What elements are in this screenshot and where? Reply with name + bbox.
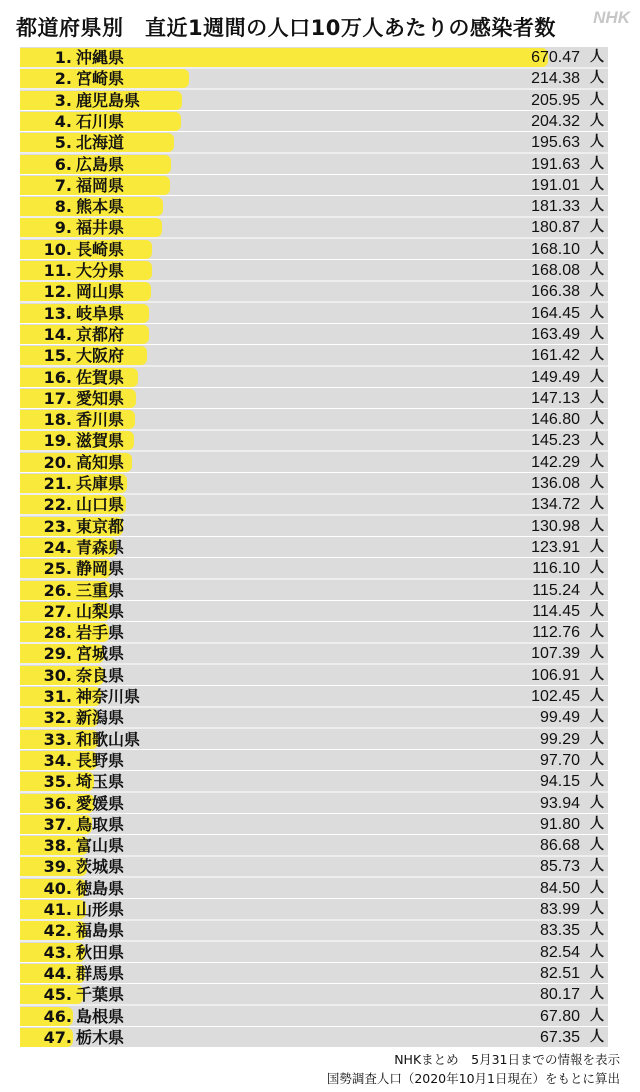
unit-label: 人 xyxy=(590,709,604,726)
rank-label: 26. xyxy=(43,580,72,600)
prefecture-label: 秋田県 xyxy=(76,942,125,962)
chart-row xyxy=(20,899,608,919)
unit-label: 人 xyxy=(590,602,604,619)
value-label: 181.33 xyxy=(531,198,580,216)
value-label: 163.49 xyxy=(531,325,580,343)
prefecture-label: 大分県 xyxy=(76,261,125,280)
rank-label: 40. xyxy=(43,878,72,898)
rank-label: 3. xyxy=(54,90,72,110)
unit-label: 人 xyxy=(590,560,604,577)
unit-label: 人 xyxy=(590,283,604,300)
rank-label: 33. xyxy=(43,729,72,749)
rank-label: 4. xyxy=(54,111,72,131)
rank-label: 31. xyxy=(43,687,72,706)
rank-label: 39. xyxy=(43,857,72,877)
chart-row xyxy=(20,409,608,429)
rank-label: 12. xyxy=(43,282,72,302)
rank-label: 1. xyxy=(54,48,72,67)
prefecture-label: 福岡県 xyxy=(76,175,125,195)
value-label: 161.42 xyxy=(531,347,580,365)
unit-label: 人 xyxy=(590,688,604,704)
prefecture-label: 群馬県 xyxy=(76,963,125,983)
value-label: 130.98 xyxy=(531,517,580,535)
value-label: 84.50 xyxy=(539,879,580,897)
prefecture-label: 東京都 xyxy=(76,516,125,536)
value-label: 191.01 xyxy=(531,176,580,194)
ranking-chart xyxy=(20,47,608,1048)
unit-label: 人 xyxy=(590,517,604,534)
prefecture-label: 新潟県 xyxy=(76,708,125,728)
chart-row xyxy=(20,154,608,174)
prefecture-label: 徳島県 xyxy=(76,878,125,898)
chart-row xyxy=(20,452,608,472)
chart-row xyxy=(20,303,608,323)
chart-row xyxy=(20,622,608,642)
prefecture-label: 静岡県 xyxy=(76,559,125,579)
prefecture-label: 宮城県 xyxy=(76,644,125,664)
value-label: 82.51 xyxy=(539,964,580,982)
rank-label: 43. xyxy=(43,942,72,962)
chart-row xyxy=(20,814,608,834)
footer-source: NHKまとめ 5月31日までの情報を表示 xyxy=(394,1052,620,1067)
rank-label: 23. xyxy=(43,516,72,536)
rank-label: 24. xyxy=(43,537,72,557)
unit-label: 人 xyxy=(590,901,604,917)
unit-label: 人 xyxy=(590,70,604,87)
rank-label: 16. xyxy=(43,367,72,387)
chart-row xyxy=(20,558,608,578)
unit-label: 人 xyxy=(590,347,604,364)
chart-row xyxy=(20,665,608,685)
chart-row xyxy=(20,878,608,898)
chart-row xyxy=(20,750,608,770)
prefecture-label: 石川県 xyxy=(76,111,125,131)
nhk-logo: NHK xyxy=(593,8,630,27)
rank-label: 38. xyxy=(43,836,72,856)
rank-label: 37. xyxy=(43,814,72,834)
unit-label: 人 xyxy=(590,837,604,854)
rank-label: 34. xyxy=(43,750,72,770)
rank-label: 11. xyxy=(43,261,72,280)
value-label: 107.39 xyxy=(531,645,580,663)
rank-label: 2. xyxy=(54,69,72,89)
prefecture-label: 香川県 xyxy=(76,410,125,430)
value-label: 195.63 xyxy=(531,134,580,152)
value-label: 83.99 xyxy=(539,901,580,918)
unit-label: 人 xyxy=(590,751,604,768)
unit-label: 人 xyxy=(590,49,604,65)
prefecture-label: 宮崎県 xyxy=(76,69,125,89)
rank-label: 10. xyxy=(43,239,72,259)
prefecture-label: 北海道 xyxy=(76,133,125,153)
rank-label: 15. xyxy=(43,346,72,366)
rank-label: 29. xyxy=(43,644,72,664)
unit-label: 人 xyxy=(590,645,604,662)
prefecture-label: 大阪府 xyxy=(76,346,125,366)
unit-label: 人 xyxy=(590,773,604,790)
value-label: 123.91 xyxy=(531,538,580,556)
chart-row xyxy=(20,920,608,940)
prefecture-label: 鹿児島県 xyxy=(76,90,141,110)
chart-row xyxy=(20,516,608,536)
rank-label: 44. xyxy=(43,963,72,983)
rank-label: 47. xyxy=(43,1027,72,1047)
unit-label: 人 xyxy=(590,986,604,1003)
chart-row xyxy=(20,707,608,727)
unit-label: 人 xyxy=(590,666,604,683)
prefecture-label: 長崎県 xyxy=(76,239,125,259)
rank-label: 13. xyxy=(43,303,72,323)
chart-row xyxy=(20,963,608,983)
unit-label: 人 xyxy=(590,432,604,449)
unit-label: 人 xyxy=(590,1007,604,1024)
chart-row xyxy=(20,430,608,450)
unit-label: 人 xyxy=(590,240,604,257)
prefecture-label: 滋賀県 xyxy=(76,431,125,451)
prefecture-label: 長野県 xyxy=(76,750,125,770)
prefecture-label: 福島県 xyxy=(76,921,125,941)
chart-row xyxy=(20,175,608,195)
chart-row xyxy=(20,601,608,621)
chart-row xyxy=(20,835,608,855)
unit-label: 人 xyxy=(590,389,604,406)
prefecture-label: 佐賀県 xyxy=(76,367,125,387)
chart-title: 都道府県別 直近1週間の人口10万人あたりの感染者数 xyxy=(16,16,556,40)
value-label: 80.17 xyxy=(539,986,580,1004)
chart-row xyxy=(20,494,608,514)
rank-label: 27. xyxy=(43,601,72,621)
prefecture-label: 神奈川県 xyxy=(76,687,141,706)
unit-label: 人 xyxy=(590,858,604,875)
unit-label: 人 xyxy=(590,411,604,428)
value-label: 214.38 xyxy=(531,70,580,88)
value-label: 116.10 xyxy=(532,560,580,578)
prefecture-label: 富山県 xyxy=(76,836,125,856)
unit-label: 人 xyxy=(590,325,604,342)
value-label: 168.08 xyxy=(531,262,580,279)
rank-label: 17. xyxy=(43,388,72,408)
rank-label: 18. xyxy=(43,410,72,430)
prefecture-label: 島根県 xyxy=(76,1006,125,1026)
value-label: 112.76 xyxy=(532,624,580,642)
value-label: 94.15 xyxy=(539,773,580,791)
value-label: 91.80 xyxy=(539,815,580,833)
unit-label: 人 xyxy=(590,879,604,896)
prefecture-label: 広島県 xyxy=(76,154,125,174)
value-label: 106.91 xyxy=(531,666,580,684)
prefecture-label: 山口県 xyxy=(76,495,125,515)
value-label: 168.10 xyxy=(531,240,580,258)
chart-row xyxy=(20,345,608,365)
value-label: 149.49 xyxy=(531,368,580,386)
unit-label: 人 xyxy=(590,794,604,811)
footer-note: 国勢調査人口（2020年10月1日現在）をもとに算出 xyxy=(326,1071,620,1086)
chart-row xyxy=(20,111,608,131)
chart-row xyxy=(20,1027,608,1047)
chart-row xyxy=(20,643,608,663)
chart-row xyxy=(20,239,608,259)
value-label: 82.54 xyxy=(539,943,580,961)
prefecture-label: 埼玉県 xyxy=(76,772,125,792)
chart-row xyxy=(20,367,608,387)
unit-label: 人 xyxy=(590,219,604,236)
unit-label: 人 xyxy=(590,176,604,193)
rank-label: 5. xyxy=(54,133,72,153)
chart-row xyxy=(20,984,608,1004)
unit-label: 人 xyxy=(590,730,604,747)
chart-row xyxy=(20,281,608,301)
prefecture-label: 茨城県 xyxy=(76,857,125,877)
value-label: 97.70 xyxy=(539,751,580,769)
prefecture-label: 栃木県 xyxy=(76,1027,125,1047)
chart-row xyxy=(20,47,608,67)
chart-row xyxy=(20,90,608,110)
unit-label: 人 xyxy=(590,134,604,151)
value-label: 204.32 xyxy=(531,112,580,130)
chart-row xyxy=(20,473,608,493)
chart-row xyxy=(20,217,608,237)
rank-label: 6. xyxy=(54,154,72,174)
value-label: 115.24 xyxy=(532,581,580,599)
prefecture-label: 千葉県 xyxy=(76,985,125,1005)
prefecture-label: 岡山県 xyxy=(76,282,125,302)
value-label: 166.38 xyxy=(531,283,580,301)
rank-label: 22. xyxy=(43,495,72,515)
prefecture-label: 和歌山県 xyxy=(76,729,141,749)
unit-label: 人 xyxy=(590,475,604,491)
rank-label: 35. xyxy=(43,772,72,792)
rank-label: 32. xyxy=(43,708,72,728)
unit-label: 人 xyxy=(590,581,604,598)
value-label: 180.87 xyxy=(531,219,580,237)
unit-label: 人 xyxy=(590,624,604,641)
prefecture-label: 兵庫県 xyxy=(76,474,125,493)
chart-row xyxy=(20,260,608,280)
rank-label: 21. xyxy=(43,474,72,493)
prefecture-label: 熊本県 xyxy=(76,197,125,217)
value-label: 99.29 xyxy=(539,730,580,748)
chart-row xyxy=(20,580,608,600)
value-label: 85.73 xyxy=(539,858,580,876)
unit-label: 人 xyxy=(590,112,604,129)
unit-label: 人 xyxy=(590,815,604,832)
rank-label: 9. xyxy=(54,218,72,238)
prefecture-label: 山梨県 xyxy=(76,601,125,621)
chart-row xyxy=(20,388,608,408)
chart-row xyxy=(20,856,608,876)
value-label: 146.80 xyxy=(531,411,580,429)
prefecture-label: 奈良県 xyxy=(76,665,125,685)
rank-label: 19. xyxy=(43,431,72,451)
value-label: 83.35 xyxy=(539,922,580,940)
value-label: 205.95 xyxy=(531,91,580,109)
rank-label: 14. xyxy=(43,324,72,344)
unit-label: 人 xyxy=(590,453,604,470)
prefecture-label: 沖縄県 xyxy=(76,48,125,67)
value-label: 670.47 xyxy=(531,49,580,66)
unit-label: 人 xyxy=(590,943,604,960)
chart-row xyxy=(20,68,608,88)
chart-row xyxy=(20,132,608,152)
unit-label: 人 xyxy=(590,1028,604,1045)
value-label: 145.23 xyxy=(531,432,580,450)
prefecture-label: 山形県 xyxy=(76,900,125,919)
value-label: 67.35 xyxy=(539,1028,580,1046)
rank-label: 30. xyxy=(43,665,72,685)
prefecture-label: 岩手県 xyxy=(76,623,125,643)
unit-label: 人 xyxy=(590,198,604,215)
unit-label: 人 xyxy=(590,155,604,172)
chart-row xyxy=(20,793,608,813)
rank-label: 20. xyxy=(43,452,72,472)
value-label: 134.72 xyxy=(531,496,580,514)
chart-row xyxy=(20,771,608,791)
prefecture-label: 高知県 xyxy=(76,452,125,472)
value-label: 136.08 xyxy=(531,475,580,492)
prefecture-label: 青森県 xyxy=(76,537,125,557)
value-label: 102.45 xyxy=(531,688,580,705)
unit-label: 人 xyxy=(590,262,604,278)
prefecture-label: 愛媛県 xyxy=(76,793,125,813)
rank-label: 7. xyxy=(54,175,72,195)
value-label: 93.94 xyxy=(539,794,580,812)
prefecture-label: 京都府 xyxy=(76,324,125,344)
chart-row xyxy=(20,942,608,962)
value-label: 99.49 xyxy=(539,709,580,727)
chart-row xyxy=(20,537,608,557)
chart-row xyxy=(20,686,608,706)
value-label: 164.45 xyxy=(531,304,580,322)
prefecture-label: 愛知県 xyxy=(76,388,125,408)
rank-label: 46. xyxy=(43,1006,72,1026)
chart-row xyxy=(20,324,608,344)
rank-label: 41. xyxy=(43,900,72,919)
rank-label: 8. xyxy=(54,197,72,217)
rank-label: 45. xyxy=(43,985,72,1005)
chart-row xyxy=(20,1006,608,1026)
value-label: 67.80 xyxy=(539,1007,580,1025)
unit-label: 人 xyxy=(590,964,604,981)
unit-label: 人 xyxy=(590,496,604,513)
chart-row xyxy=(20,196,608,216)
rank-label: 25. xyxy=(43,559,72,579)
rank-label: 42. xyxy=(43,921,72,941)
unit-label: 人 xyxy=(590,368,604,385)
value-label: 114.45 xyxy=(532,602,580,620)
unit-label: 人 xyxy=(590,538,604,555)
chart-row xyxy=(20,729,608,749)
value-label: 147.13 xyxy=(531,389,580,407)
prefecture-label: 福井県 xyxy=(76,218,125,238)
rank-label: 28. xyxy=(43,623,72,643)
unit-label: 人 xyxy=(590,304,604,321)
prefecture-label: 岐阜県 xyxy=(76,303,125,323)
unit-label: 人 xyxy=(590,91,604,108)
rank-label: 36. xyxy=(43,793,72,813)
value-label: 142.29 xyxy=(531,453,580,471)
unit-label: 人 xyxy=(590,922,604,939)
value-label: 86.68 xyxy=(539,837,580,855)
value-label: 191.63 xyxy=(531,155,580,173)
prefecture-label: 鳥取県 xyxy=(76,814,125,834)
prefecture-label: 三重県 xyxy=(76,580,125,600)
